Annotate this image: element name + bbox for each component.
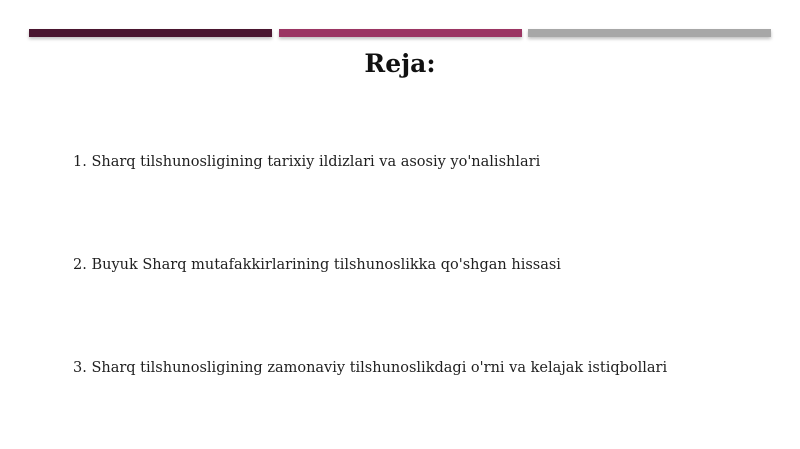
accent-bar-gray bbox=[528, 29, 771, 37]
slide-title: Reja: bbox=[364, 49, 436, 78]
accent-bar-dark bbox=[29, 29, 272, 37]
accent-bar-magenta bbox=[279, 29, 522, 37]
plan-item-3: 3. Sharq tilshunosligining zamonaviy tilshunoslikdagi o'rni va kelajak istiqbollari bbox=[73, 360, 668, 376]
plan-item-1: 1. Sharq tilshunosligining tarixiy ildizlari va asosiy yo'nalishlari bbox=[73, 154, 541, 170]
plan-item-2: 2. Buyuk Sharq mutafakkirlarining tilshunoslikka qo'shgan hissasi bbox=[73, 257, 561, 273]
